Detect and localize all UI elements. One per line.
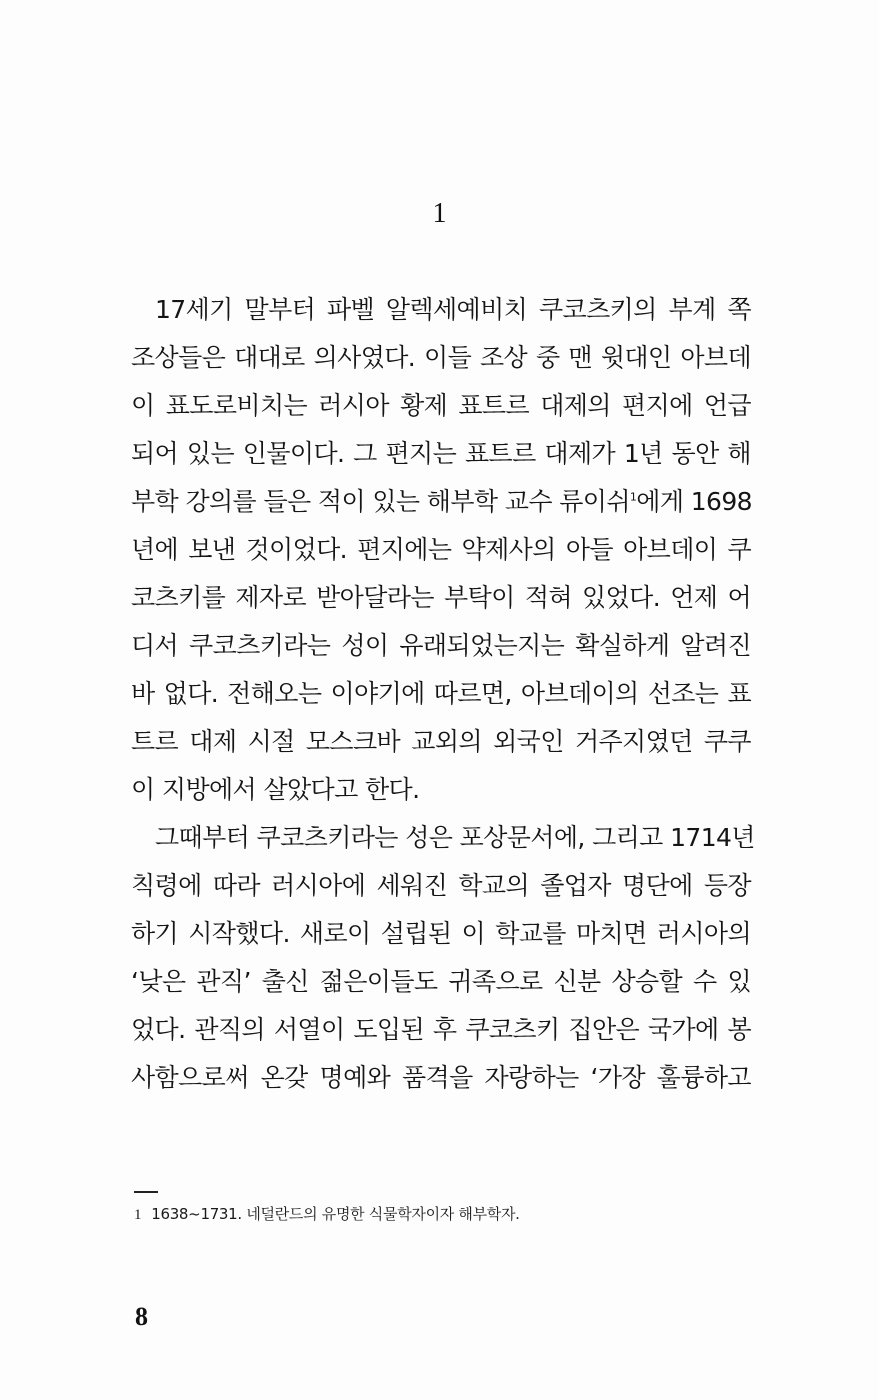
- footnote: [134, 1203, 520, 1226]
- paragraph-line: 그때부터 쿠코츠키라는 성은 포상문서에, 그리고 1714년: [155, 823, 755, 852]
- paragraph-line: 코츠키를 제자로 받아달라는 부탁이 적혀 있었다. 언제 어: [131, 583, 751, 612]
- paragraph-line: 년에 보낸 것이었다. 편지에는 약제사의 아들 아브데이 쿠: [131, 535, 751, 564]
- footnote-reference[interactable]: 1: [629, 490, 637, 504]
- footnote-divider: [134, 1191, 158, 1193]
- footnote-text: 1638~1731. 네덜란드의 유명한 식물학자이자 해부학자.: [151, 1205, 520, 1223]
- paragraph-line: 이 지방에서 살았다고 한다.: [131, 775, 420, 804]
- paragraph-line: 칙령에 따라 러시아에 세워진 학교의 졸업자 명단에 등장: [131, 871, 751, 900]
- paragraph-text: 부학 강의를 들은 적이 있는 해부학 교수 류이쉬: [131, 487, 630, 516]
- chapter-number: 1: [432, 198, 447, 229]
- paragraph-line: 하기 시작했다. 새로이 설립된 이 학교를 마치면 러시아의: [131, 919, 751, 948]
- page-number: 8: [135, 1302, 148, 1331]
- paragraph-line: 이 표도로비치는 러시아 황제 표트르 대제의 편지에 언급: [131, 391, 751, 420]
- paragraph-line: 디서 쿠코츠키라는 성이 유래되었는지는 확실하게 알려진: [131, 631, 751, 660]
- body-text: [131, 286, 755, 1102]
- paragraph-line: 되어 있는 인물이다. 그 편지는 표트르 대제가 1년 동안 해: [131, 439, 751, 468]
- paragraph-line-with-footnote-ref: [131, 478, 751, 526]
- paragraph-line: 사함으로써 온갖 명예와 품격을 자랑하는 ‘가장 훌륭하고: [131, 1063, 751, 1092]
- paragraph-line: 17세기 말부터 파벨 알렉세예비치 쿠코츠키의 부계 쪽: [155, 295, 751, 324]
- paragraph-text: 에게 1698: [636, 487, 752, 516]
- paragraph-line: 트르 대제 시절 모스크바 교외의 외국인 거주지였던 쿠쿠: [131, 727, 751, 756]
- footnote-number: 1: [134, 1207, 142, 1223]
- paragraph-line: 었다. 관직의 서열이 도입된 후 쿠코츠키 집안은 국가에 봉: [131, 1015, 751, 1044]
- paragraph-line: ‘낮은 관직’ 출신 젊은이들도 귀족으로 신분 상승할 수 있: [131, 967, 751, 996]
- paragraph-line: 조상들은 대대로 의사였다. 이들 조상 중 맨 윗대인 아브데: [131, 343, 751, 372]
- paragraph-line: 바 없다. 전해오는 이야기에 따르면, 아브데이의 선조는 표: [131, 679, 751, 708]
